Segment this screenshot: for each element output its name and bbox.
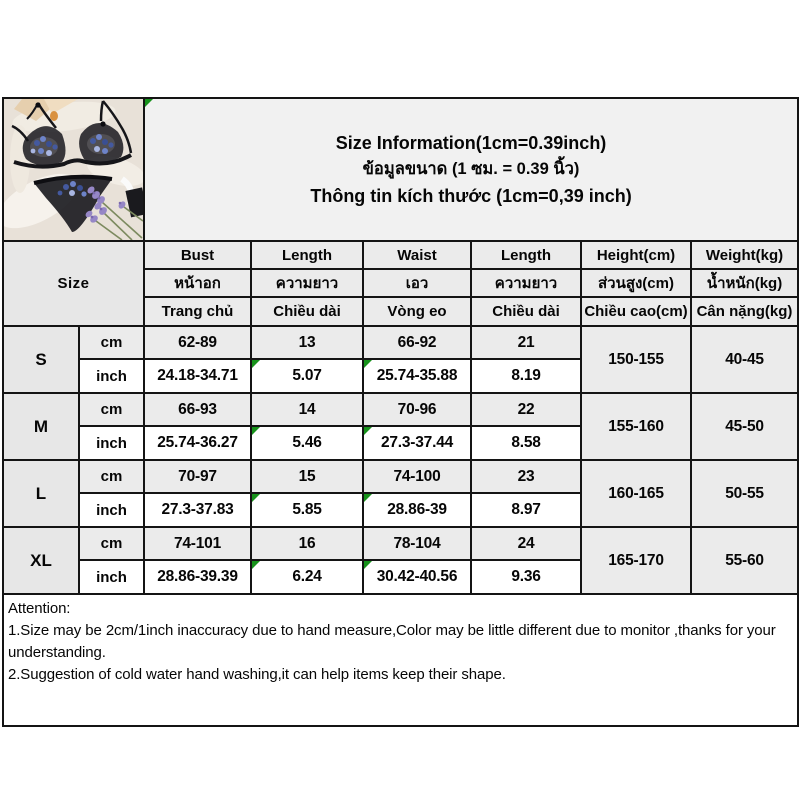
title-vietnamese: Thông tin kích thước (1cm=0,39 inch) — [310, 186, 632, 206]
length-cm-value: 15 — [251, 460, 363, 493]
length-inch-value — [251, 560, 363, 594]
comment-marker-icon — [252, 561, 260, 569]
col-bust-en: Bust — [144, 241, 251, 269]
dried-petal-illustration — [50, 111, 58, 121]
comment-marker-icon — [252, 494, 260, 502]
length2-cm-value: 21 — [471, 326, 581, 359]
col-length2-vi: Chiều dài — [471, 297, 581, 326]
table-row — [3, 393, 798, 426]
unit-inch-label: inch — [79, 426, 144, 460]
cell-text: 6.24 — [292, 568, 322, 585]
unit-cm-label: cm — [79, 460, 144, 493]
height-range-value: 165-170 — [581, 527, 691, 594]
size-row-label: S — [3, 326, 79, 393]
length2-inch-value: 9.36 — [471, 560, 581, 594]
col-height-en: Height(cm) — [581, 241, 691, 269]
col-weight-en: Weight(kg) — [691, 241, 798, 269]
col-length-th: ความยาว — [251, 269, 363, 297]
bust-cm-value: 62-89 — [144, 326, 251, 359]
waist-cm-value: 74-100 — [363, 460, 471, 493]
length2-cm-value: 22 — [471, 393, 581, 426]
height-range-value: 150-155 — [581, 326, 691, 393]
length2-inch-value: 8.97 — [471, 493, 581, 527]
size-chart-sheet — [2, 97, 799, 727]
length-inch-value — [251, 493, 363, 527]
length-cm-value: 14 — [251, 393, 363, 426]
waist-cm-value: 70-96 — [363, 393, 471, 426]
bust-inch-value: 25.74-36.27 — [144, 426, 251, 460]
attention-heading: Attention: — [8, 600, 71, 617]
comment-marker-icon — [364, 561, 372, 569]
waist-cm-value: 78-104 — [363, 527, 471, 560]
size-row-label: XL — [3, 527, 79, 594]
unit-inch-label: inch — [79, 493, 144, 527]
cell-text: 5.85 — [292, 501, 322, 518]
length-cm-value: 16 — [251, 527, 363, 560]
waist-inch-value — [363, 493, 471, 527]
weight-range-value: 55-60 — [691, 527, 798, 594]
unit-cm-label: cm — [79, 393, 144, 426]
col-bust-th: หน้าอก — [144, 269, 251, 297]
comment-marker-icon — [364, 360, 372, 368]
comment-marker-icon — [364, 494, 372, 502]
table-row — [3, 527, 798, 560]
col-waist-en: Waist — [363, 241, 471, 269]
col-height-th: ส่วนสูง(cm) — [581, 269, 691, 297]
title-thai: ข้อมูลขนาด (1 ซม. = 0.39 นิ้ว) — [362, 160, 580, 178]
size-header: Size — [3, 241, 144, 326]
cell-text: 5.07 — [292, 367, 322, 384]
col-weight-th: น้ำหนัก(kg) — [691, 269, 798, 297]
weight-range-value: 50-55 — [691, 460, 798, 527]
lingerie-photo-illustration — [4, 99, 144, 240]
waist-inch-value — [363, 560, 471, 594]
length-inch-value — [251, 359, 363, 393]
bust-cm-value: 74-101 — [144, 527, 251, 560]
length-inch-value — [251, 426, 363, 460]
col-bust-vi: Trang chủ — [144, 297, 251, 326]
col-waist-th: เอว — [363, 269, 471, 297]
comment-marker-icon — [145, 99, 153, 107]
bust-inch-value: 27.3-37.83 — [144, 493, 251, 527]
comment-marker-icon — [252, 360, 260, 368]
table-row — [3, 326, 798, 359]
col-length-vi: Chiều dài — [251, 297, 363, 326]
cell-text: 28.86-39 — [387, 501, 447, 518]
bust-cm-value: 70-97 — [144, 460, 251, 493]
title-cell — [144, 98, 798, 241]
size-table — [2, 97, 799, 727]
length2-inch-value: 8.19 — [471, 359, 581, 393]
size-row-label: M — [3, 393, 79, 460]
length2-cm-value: 24 — [471, 527, 581, 560]
comment-marker-icon — [364, 427, 372, 435]
waist-cm-value: 66-92 — [363, 326, 471, 359]
col-length2-th: ความยาว — [471, 269, 581, 297]
attention-note-2: 2.Suggestion of cold water hand washing,it can help items keep their shape. — [8, 666, 506, 683]
unit-inch-label: inch — [79, 359, 144, 393]
length-cm-value: 13 — [251, 326, 363, 359]
weight-range-value: 45-50 — [691, 393, 798, 460]
bust-inch-value: 28.86-39.39 — [144, 560, 251, 594]
waist-inch-value — [363, 359, 471, 393]
cell-text: 5.46 — [292, 434, 322, 451]
waist-inch-value — [363, 426, 471, 460]
unit-inch-label: inch — [79, 560, 144, 594]
weight-range-value: 40-45 — [691, 326, 798, 393]
col-length-en: Length — [251, 241, 363, 269]
cell-text: 27.3-37.44 — [380, 434, 454, 451]
col-length2-en: Length — [471, 241, 581, 269]
cell-text: 25.74-35.88 — [376, 367, 458, 384]
product-photo — [3, 98, 144, 241]
col-waist-vi: Vòng eo — [363, 297, 471, 326]
attention-note-1: 1.Size may be 2cm/1inch inaccuracy due to hand measure,Color may be little different due to monitor ,thanks for your understanding. — [8, 622, 776, 661]
size-row-label: L — [3, 460, 79, 527]
length2-inch-value: 8.58 — [471, 426, 581, 460]
height-range-value: 160-165 — [581, 460, 691, 527]
bust-cm-value: 66-93 — [144, 393, 251, 426]
length2-cm-value: 23 — [471, 460, 581, 493]
unit-cm-label: cm — [79, 527, 144, 560]
cell-text: 30.42-40.56 — [376, 568, 458, 585]
bust-inch-value: 24.18-34.71 — [144, 359, 251, 393]
header-row-english — [3, 241, 798, 269]
height-range-value: 155-160 — [581, 393, 691, 460]
title-english: Size Information(1cm=0.39inch) — [335, 133, 607, 153]
comment-marker-icon — [252, 427, 260, 435]
attention-note — [3, 594, 798, 726]
attention-row — [3, 594, 798, 726]
top-row — [3, 98, 798, 241]
unit-cm-label: cm — [79, 326, 144, 359]
table-row — [3, 460, 798, 493]
col-height-vi: Chiều cao(cm) — [581, 297, 691, 326]
col-weight-vi: Cân nặng(kg) — [691, 297, 798, 326]
